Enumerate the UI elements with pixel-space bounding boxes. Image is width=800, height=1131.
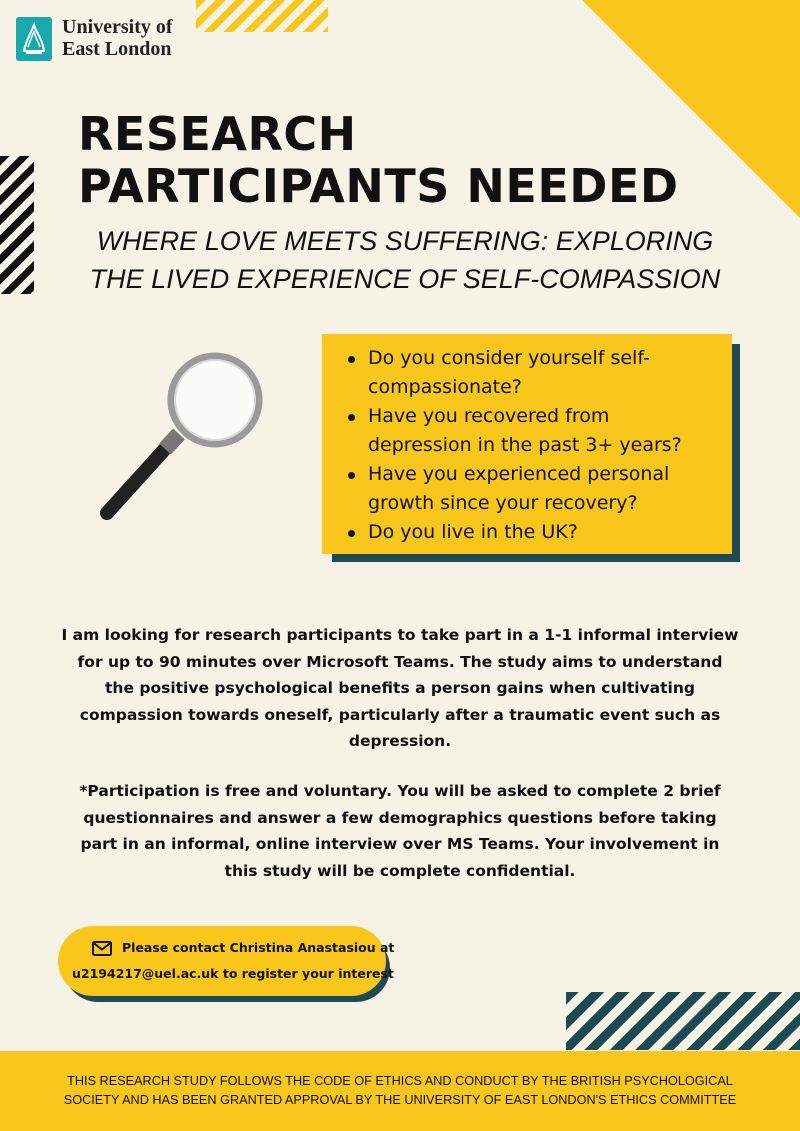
- magnifying-glass-icon: [95, 348, 275, 523]
- page-title: [78, 108, 679, 212]
- ethics-footer: [0, 1051, 800, 1131]
- university-name-line1: University of: [62, 16, 173, 38]
- university-logo-icon: [16, 17, 52, 61]
- university-name-line2: East London: [62, 38, 172, 60]
- participation-note-paragraph: *Participation is free and voluntary. You will be asked to complete 2 brief questionnaires and answer a few demographics questions before taking part in an informal, online interview over MS Teams. Your involvement in this study will be complete confidential.: [79, 782, 721, 880]
- footer-line2: SOCIETY AND HAS BEEN GRANTED APPROVAL BY THE UNIVERSITY OF EAST LONDON'S ETHICS COMMITTEE: [63, 1093, 737, 1107]
- top-stripes-decoration: [196, 0, 328, 32]
- subtitle-line2: THE LIVED EXPERIENCE OF SELF-COMPASSION: [89, 264, 721, 294]
- left-stripes-decoration: [0, 156, 34, 294]
- title-line2: PARTICIPANTS NEEDED: [78, 159, 679, 213]
- subtitle-line1: WHERE LOVE MEETS SUFFERING: EXPLORING: [96, 226, 714, 256]
- question-item: Have you experienced personal growth since your recovery?: [346, 460, 712, 518]
- contact-email-line[interactable]: u2194217@uel.ac.uk to register your interest: [72, 966, 394, 981]
- university-name: [62, 16, 173, 60]
- contact-line1: Please contact Christina Anastasiou at: [122, 940, 395, 955]
- study-subtitle: [60, 222, 750, 298]
- question-item: Do you consider yourself self- compassionate?: [346, 344, 712, 402]
- question-item: Do you live in the UK?: [346, 518, 712, 547]
- eligibility-list: [346, 344, 712, 547]
- footer-line1: THIS RESEARCH STUDY FOLLOWS THE CODE OF ETHICS AND CONDUCT BY THE BRITISH PSYCHOLOGICAL: [67, 1074, 733, 1088]
- title-line1: RESEARCH: [78, 107, 357, 161]
- contact-pill[interactable]: [58, 926, 395, 996]
- study-description-paragraph: I am looking for research participants to take part in a 1-1 informal interview for up to 90 minutes over Microsoft Teams. The study aims to understand the positive psychological benefits a person gains when cultivating compassion towards oneself, particularly after a traumatic event such as depression.: [61, 626, 739, 750]
- eligibility-questions-box: [322, 334, 732, 554]
- question-item: Have you recovered from depression in the past 3+ years?: [346, 402, 712, 460]
- mail-icon: [92, 941, 112, 956]
- bottom-stripes-decoration: [566, 992, 800, 1050]
